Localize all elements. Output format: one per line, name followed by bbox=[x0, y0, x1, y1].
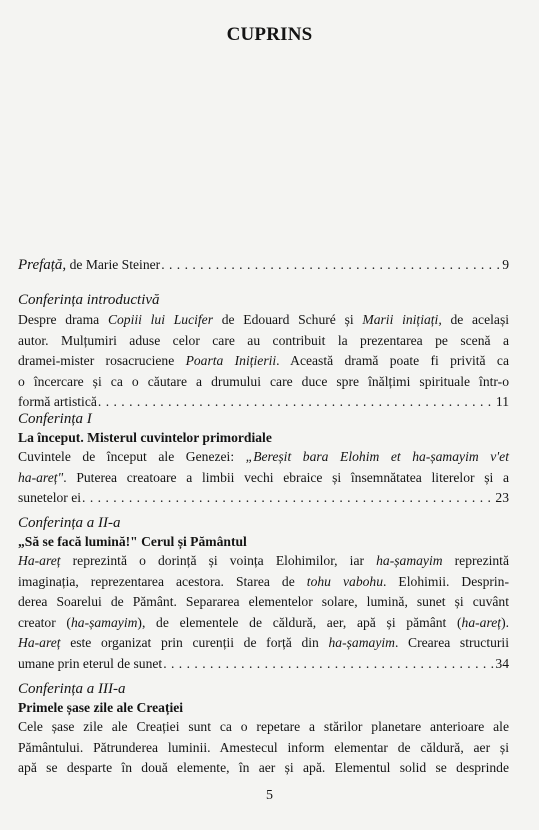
intro-line: autor. Mulțumiri aduse celor care au contribuit la prezentarea pe scenă a bbox=[18, 332, 509, 348]
dot-leader bbox=[161, 255, 501, 276]
toc-entry-intro bbox=[18, 291, 509, 413]
conf3-line: Pământului. Pătrunderea luminii. Amestecul inform elementar de căldură, aer și bbox=[18, 739, 509, 755]
preface-author: de Marie Steiner bbox=[66, 257, 161, 272]
dot-leader bbox=[82, 488, 494, 509]
conf2-heading: Conferința a II-a bbox=[18, 515, 121, 531]
conf1-last-line: sunetelor ei bbox=[18, 490, 82, 505]
intro-last-line: formă artistică bbox=[18, 394, 97, 409]
toc-entry-conf1 bbox=[18, 410, 509, 509]
intro-page: 11 bbox=[495, 394, 509, 409]
intro-heading: Conferința introductivă bbox=[18, 292, 160, 308]
conf1-page: 23 bbox=[495, 490, 509, 505]
conf2-page: 34 bbox=[495, 655, 509, 671]
conf3-subtitle: Primele șase zile ale Creației bbox=[18, 700, 184, 715]
preface-page: 9 bbox=[502, 257, 509, 272]
preface-label: Prefață, bbox=[18, 257, 67, 273]
conf1-line: Cuvintele de început ale Genezei: „Bereșit bara Elohim et ha-șamayim v'et bbox=[18, 449, 509, 464]
conf3-line: Cele șase zile ale Creației sunt ca o repetare a stărilor planetare anterioare ale bbox=[18, 719, 509, 734]
toc-entry-preface bbox=[18, 255, 509, 276]
conf2-line: Ha-areț reprezintă o dorință și voința Elohimilor, iar ha-șamayim reprezintă bbox=[18, 553, 509, 568]
conf2-line: derea Soarelui de Pământ. Separarea elementelor solare, lumină, sunet și cuvânt bbox=[18, 594, 509, 609]
conf3-line: apă se desparte în două elemente, în aer și apă. Elementul solid se desprinde bbox=[18, 760, 509, 775]
conf2-last-line: umane prin eterul de sunet bbox=[18, 655, 163, 671]
intro-line: Despre drama Copiii lui Lucifer de Edouard Schuré și Marii inițiați, de același bbox=[18, 312, 510, 327]
toc-entry-conf2 bbox=[18, 514, 509, 674]
intro-line: dramei-mister rosacruciene Poarta Inițierii. Această dramă poate fi privită ca bbox=[18, 353, 509, 368]
page-number: 5 bbox=[266, 788, 273, 803]
conf1-heading: Conferința I bbox=[18, 411, 92, 427]
intro-line: o încercare și ca o căutare a drumului care duce spre înălțimi spirituale într-o bbox=[18, 373, 509, 389]
conf3-heading: Conferința a III-a bbox=[18, 681, 126, 697]
dot-leader bbox=[163, 654, 494, 675]
conf1-line: ha-areț". Puterea creatoare a limbii vechi ebraice și însemnătatea literelor și a bbox=[18, 469, 509, 485]
conf2-line: imaginația, reprezentarea acestora. Starea de tohu vabohu. Elohimii. Desprin- bbox=[18, 573, 509, 589]
conf1-subtitle: La început. Misterul cuvintelor primordiale bbox=[18, 430, 272, 445]
conf2-subtitle: „Să se facă lumină!" Cerul și Pământul bbox=[18, 534, 247, 549]
conf2-line: creator (ha-șamayim), de elementele de căldură, aer, apă și pământ (ha-areț). bbox=[18, 614, 509, 630]
page-title: CUPRINS bbox=[226, 24, 313, 45]
toc-entry-conf3 bbox=[18, 680, 509, 779]
conf2-line: Ha-areț este organizat prin curenții de forță din ha-șamayim. Crearea structurii bbox=[18, 635, 509, 650]
